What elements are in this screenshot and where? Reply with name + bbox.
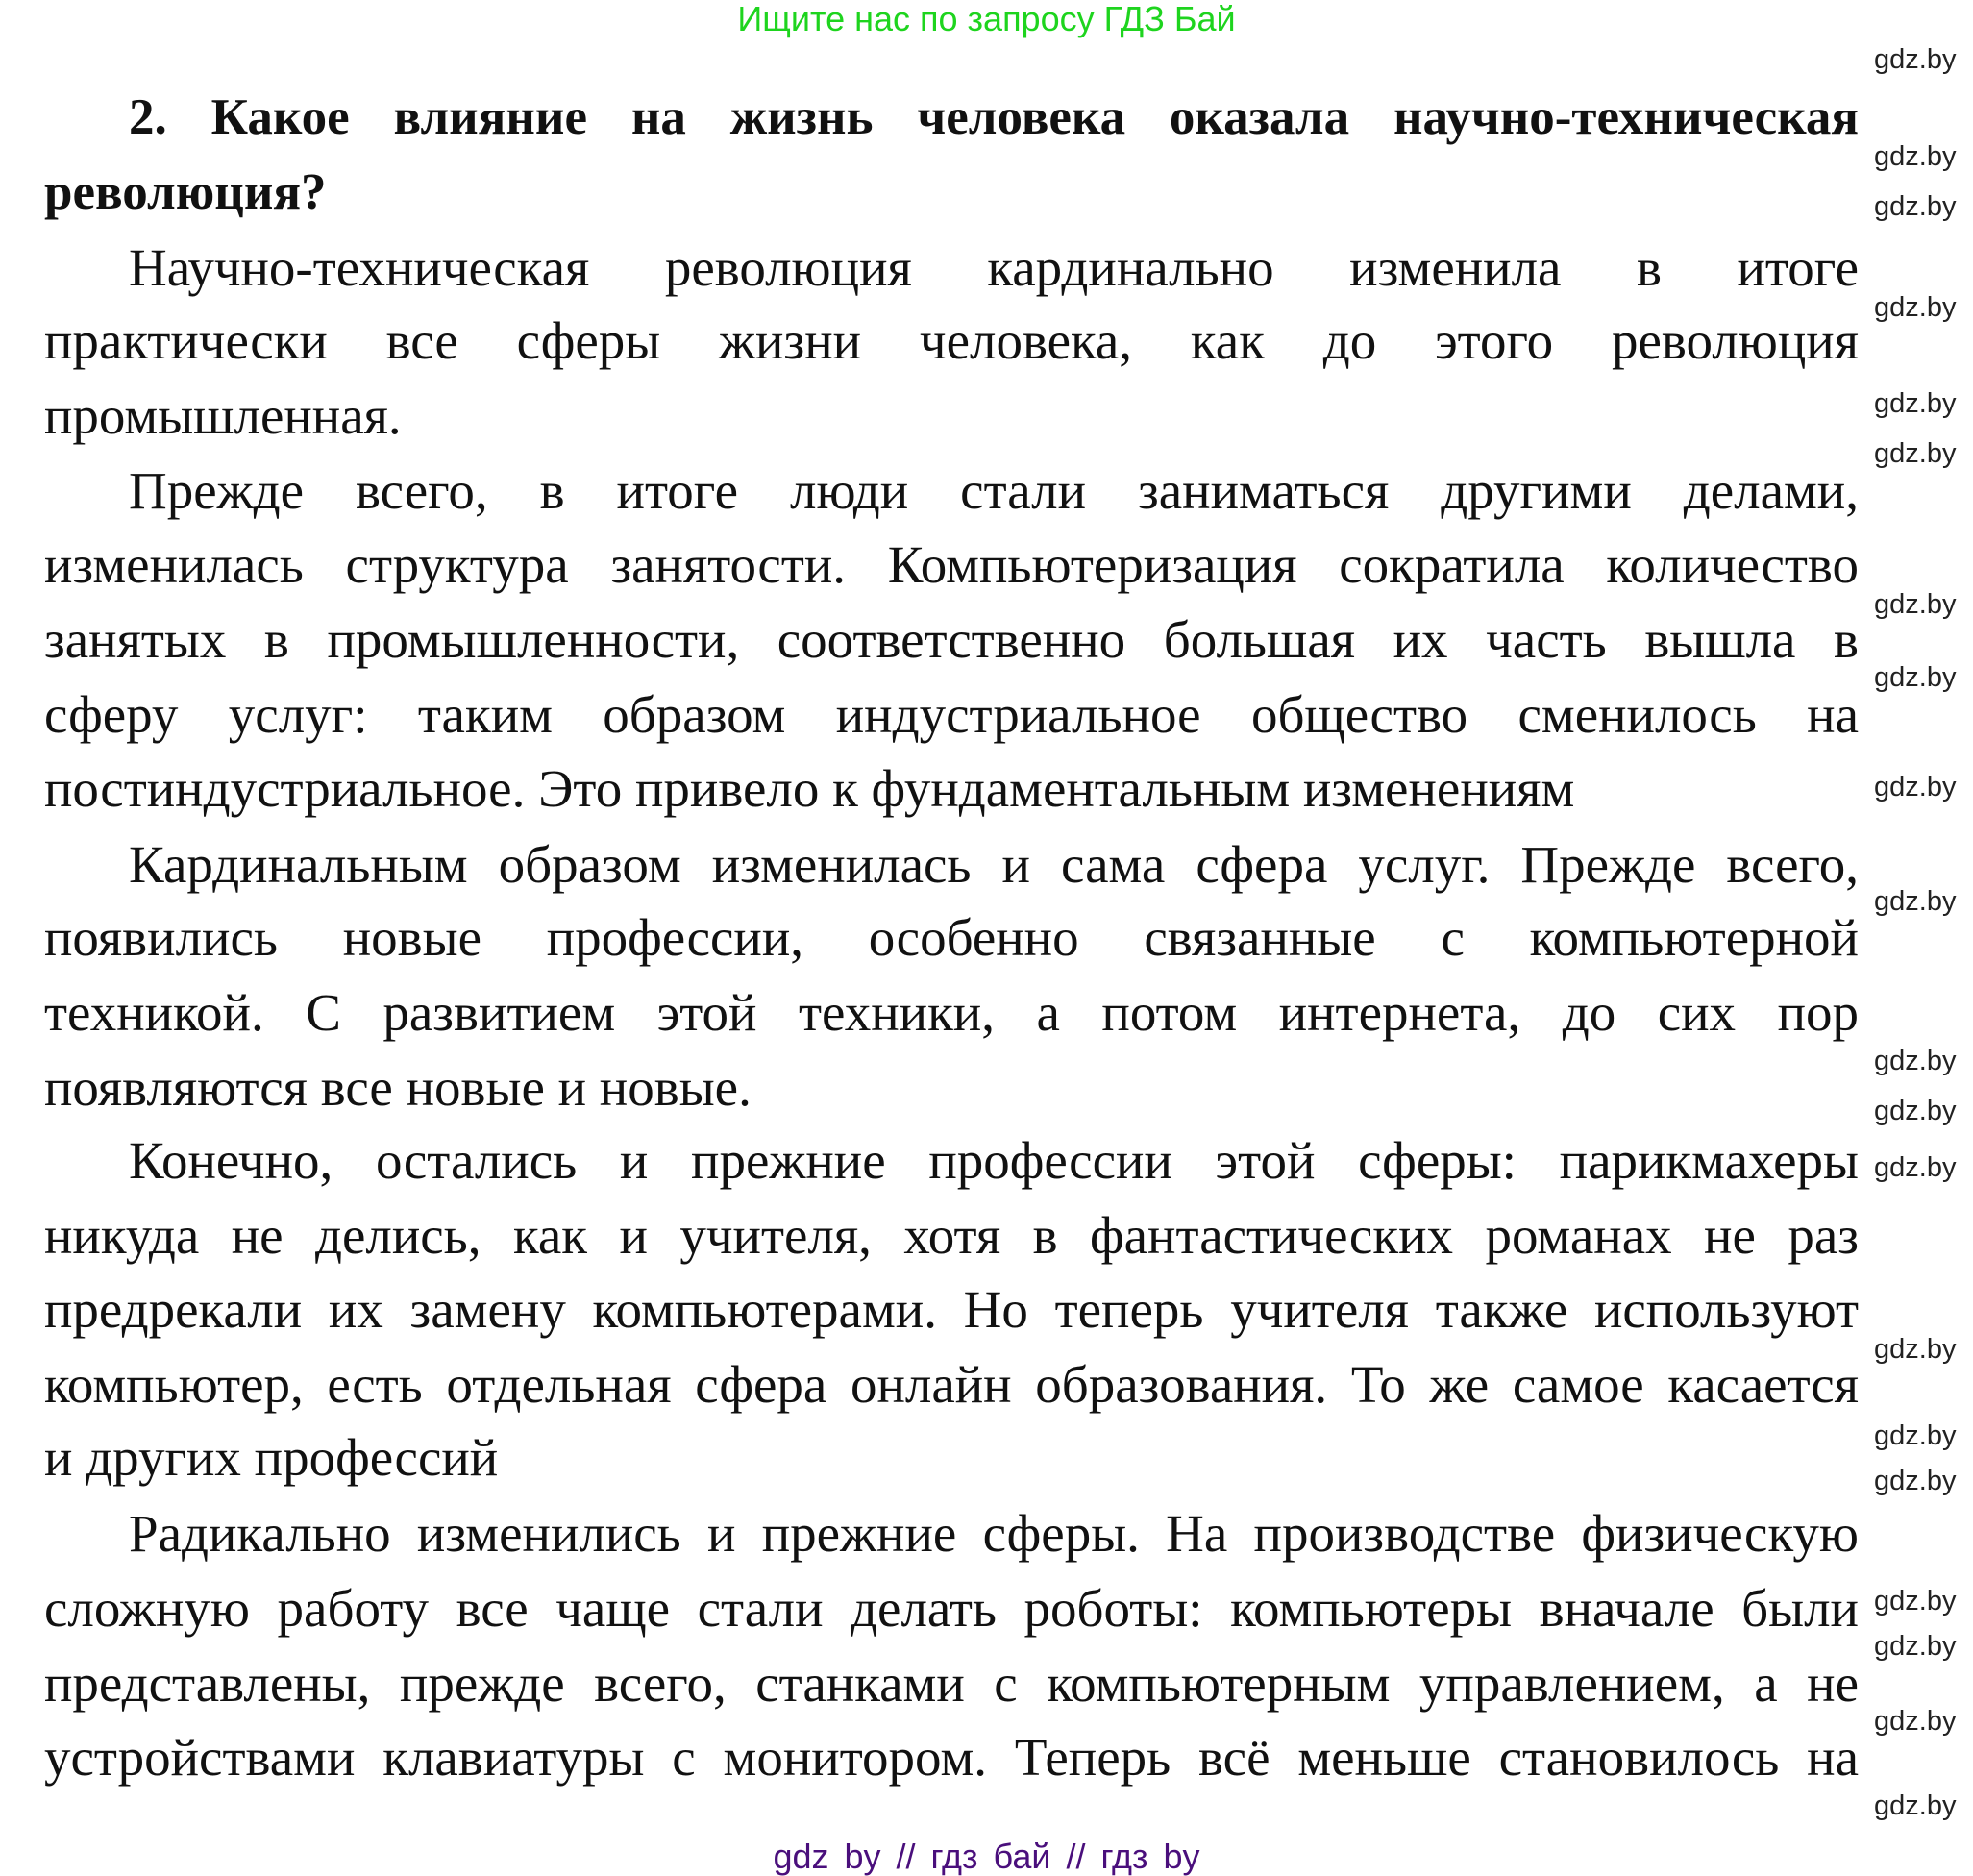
answer-text-line: практически все сферы жизни человека, как до этого революция [44, 311, 1859, 370]
answer-text-line: промышленная. [44, 386, 402, 445]
answer-text-line: Радикально изменились и прежние сферы. На производстве физическую [129, 1504, 1859, 1563]
answer-text-line: компьютер, есть отдельная сфера онлайн образования. То же самое касается [44, 1355, 1859, 1414]
watermark: gdz.by [1874, 1152, 1957, 1183]
watermark: gdz.by [1874, 589, 1957, 620]
watermark: gdz.by [1874, 1631, 1957, 1662]
watermark: gdz.by [1874, 1790, 1957, 1821]
answer-text-line: постиндустриальное. Это привело к фундаментальным изменениям [44, 759, 1575, 818]
answer-text-line: Прежде всего, в итоге люди стали заниматься другими делами, [129, 461, 1859, 520]
answer-text-line: предрекали их замену компьютерами. Но теперь учителя также используют [44, 1280, 1859, 1339]
watermark: gdz.by [1874, 1586, 1957, 1617]
answer-text-line: техникой. С развитием этой техники, а потом интернета, до сих пор [44, 983, 1859, 1042]
answer-text-line: занятых в промышленности, соответственно большая их часть вышла в [44, 610, 1859, 669]
watermark: gdz.by [1874, 388, 1957, 419]
search-banner[interactable]: Ищите нас по запросу ГДЗ Бай [737, 0, 1236, 38]
watermark: gdz.by [1874, 141, 1957, 172]
watermark: gdz.by [1874, 772, 1957, 802]
answer-text-line: и других профессий [44, 1428, 499, 1487]
answer-text-line: сложную работу все чаще стали делать роботы: компьютеры вначале были [44, 1579, 1859, 1638]
answer-text-line: появляются все новые и новые. [44, 1058, 752, 1117]
footer-links[interactable]: gdz by // гдз бай // гдз by [773, 1837, 1200, 1876]
watermark: gdz.by [1874, 1420, 1957, 1451]
question-heading-line: революция? [44, 164, 327, 220]
answer-text-line: представлены, прежде всего, станками с компьютерным управлением, а не [44, 1654, 1859, 1713]
answer-text-line: никуда не делись, как и учителя, хотя в фантастических романах не раз [44, 1206, 1859, 1265]
answer-text-line: сферу услуг: таким образом индустриальное общество сменилось на [44, 685, 1859, 744]
watermark: gdz.by [1874, 1706, 1957, 1737]
watermark: gdz.by [1874, 438, 1957, 469]
watermark: gdz.by [1874, 292, 1957, 323]
watermark: gdz.by [1874, 44, 1957, 75]
answer-text-line: появились новые профессии, особенно связанные с компьютерной [44, 908, 1859, 967]
watermark: gdz.by [1874, 1466, 1957, 1496]
answer-text-line: Кардинальным образом изменилась и сама сфера услуг. Прежде всего, [129, 835, 1859, 894]
watermark: gdz.by [1874, 662, 1957, 693]
question-heading-line: 2. Какое влияние на жизнь человека оказала научно-техническая [129, 89, 1859, 145]
answer-text-line: Научно-техническая революция кардинально изменила в итоге [129, 238, 1859, 297]
watermark: gdz.by [1874, 1046, 1957, 1076]
answer-text-line: устройствами клавиатуры с монитором. Теперь всё меньше становилось на [44, 1728, 1859, 1787]
answer-text-line: Конечно, остались и прежние профессии этой сферы: парикмахеры [129, 1131, 1859, 1190]
watermark: gdz.by [1874, 1334, 1957, 1365]
watermark: gdz.by [1874, 1096, 1957, 1126]
watermark: gdz.by [1874, 191, 1957, 222]
watermark: gdz.by [1874, 886, 1957, 917]
answer-text-line: изменилась структура занятости. Компьютеризация сократила количество [44, 535, 1859, 594]
